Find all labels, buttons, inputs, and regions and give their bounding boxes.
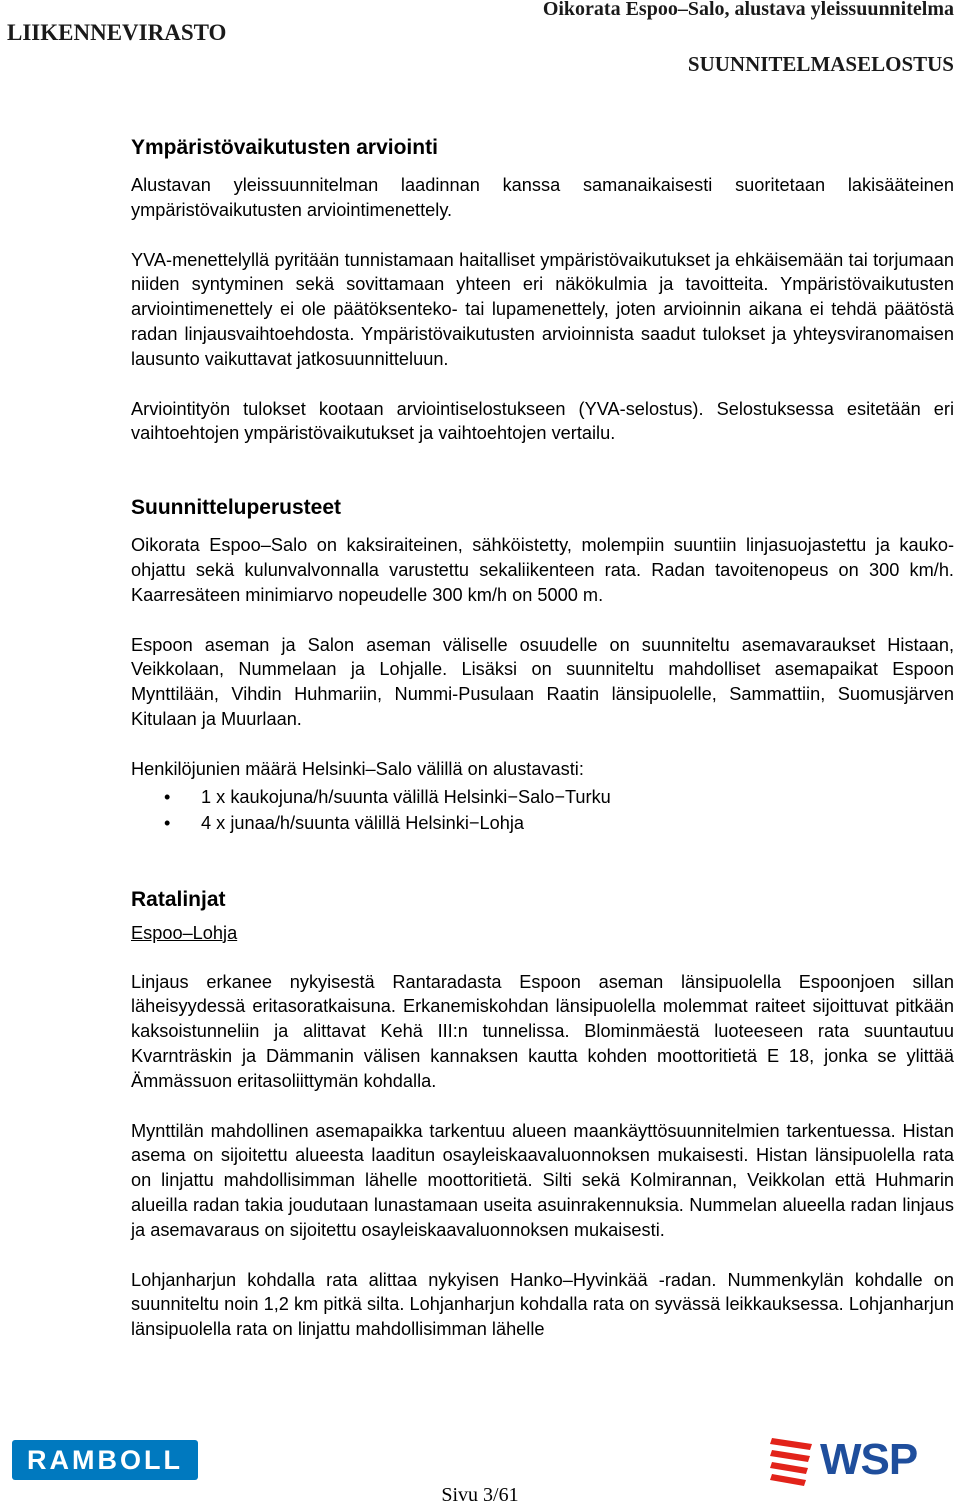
paragraph: Lohjanharjun kohdalla rata alittaa nykyisen Hanko–Hyvinkää -radan. Nummenkylän kohdalle on suunniteltu noin 1,2 km pitkä silta. Lohjanharjun kohdalla rata on syvässä leikkauksessa. Lohjanharjun länsipuolella rata on linjattu mahdollisimman lähelle bbox=[131, 1269, 954, 1340]
header-project: Oikorata Espoo–Salo, alustava yleissuunnitelma bbox=[542, 0, 954, 20]
list-item: • 4 x junaa/h/suunta välillä Helsinki−Lohja bbox=[131, 810, 954, 836]
page-content bbox=[131, 134, 954, 1342]
header-doc-type: SUUNNITELMASELOSTUS bbox=[687, 52, 954, 76]
list-item: • 1 x kaukojuna/h/suunta välillä Helsinki−Salo−Turku bbox=[131, 784, 954, 810]
paragraph: Alustavan yleissuunnitelman laadinnan kanssa samanaikaisesti suoritetaan lakisääteinen ympäristövaikutusten arviointimenettely. bbox=[131, 175, 954, 220]
section-title-perusteet: Suunnitteluperusteet bbox=[131, 496, 342, 520]
wsp-flag-icon bbox=[770, 1430, 822, 1490]
header-org: LIIKENNEVIRASTO bbox=[7, 20, 227, 45]
page-number: Sivu 3/61 bbox=[441, 1484, 519, 1506]
subsection-title: Espoo–Lohja bbox=[131, 922, 238, 943]
paragraph: Espoon aseman ja Salon aseman väliselle osuudelle on suunniteltu asemavaraukset Histaan, Veikkolaan, Nummelaan ja Lohjalle. Lisäksi on suunniteltu mahdolliset asemapaikat Espoon Mynttilään, Vihdin Huhmariin, Nummi-Pusulaan Raatin länsipuolelle, Sammattiin, Suomusjärven Kitulaan ja Muurlaan. bbox=[131, 634, 954, 729]
paragraph: YVA-menettelyllä pyritään tunnistamaan haitalliset ympäristövaikutukset ja ehkäisemään tai torjumaan niiden syntyminen sekä sovittamaan yhteen eri näkökulmia ja tavoitteita. Ympäristövaikutusten arviointimenettely ei ole päätöksenteko- tai lupamenettely, joten arvioinnin aikana ei tehdä päätöstä radan linjausvaihtoehdosta. Ympäristövaikutusten arvioinnista saadut tulokset ja yhteysviranomaisen lausunto vaikuttavat jatkosuunnitteluun. bbox=[131, 249, 954, 369]
paragraph: Arviointityön tulokset kootaan arviointiselostukseen (YVA-selostus). Selostuksessa esitetään eri vaihtoehtojen ympäristövaikutukset ja vaihtoehtojen vertailu. bbox=[131, 398, 954, 444]
ramboll-logo-text: RAMBOLL bbox=[27, 1445, 183, 1475]
paragraph: Oikorata Espoo–Salo on kaksiraiteinen, sähköistetty, molempiin suuntiin linjasuojastettu ja kauko-ohjattu sekä kulunvalvonnalla varustettu sekaliikenteen rata. Radan tavoitenopeus on 300 km/h. Kaarresäteen minimiarvo nopeudelle 300 km/h on 5000 m. bbox=[131, 535, 954, 605]
ramboll-logo bbox=[12, 1440, 198, 1480]
paragraph: Henkilöjunien määrä Helsinki–Salo välillä on alustavasti: bbox=[131, 758, 584, 779]
paragraph: Mynttilän mahdollinen asemapaikka tarkentuu alueen maankäyttösuunnitelmien tarkentuessa. Histan asema on sijoitettu alueesta laaditun osayleiskaavaluonnoksen mukaisesti. Histan länsipuolella rata on linjattu mahdollisimman lähelle moottoritietä. Silti sekä Kolmirannan, Veikkolan että Huhmarin alueilla radan takia joudutaan lunastamaan useita asuinrakennuksia. Nummelan alueella radan linjaus ja asemavaraus on sijoitettu osayleiskaavaluonnoksen mukaisesti. bbox=[131, 1120, 954, 1240]
bullet-list bbox=[131, 784, 954, 836]
section-title-ratalinjat: Ratalinjat bbox=[131, 887, 226, 911]
section-title-yva: Ympäristövaikutusten arviointi bbox=[131, 136, 438, 159]
wsp-logo bbox=[770, 1430, 935, 1490]
paragraph: Linjaus erkanee nykyisestä Rantaradasta Espoon aseman länsipuolella Espoonjoen sillan läheisyydessä eritasoratkaisuna. Erkanemiskohdan länsipuolella molemmat raiteet sijoittuvat pitkään kaksoistunneliin ja alittavat Kehä III:n tunnelissa. Blominmäestä luoteeseen rata suuntautuu Kvarnträskin ja Dämmanin välisen kannaksen kautta kohden moottoritietä E 18, jonka se ylittää Ämmässuon eritasoliittymän kohdalla. bbox=[131, 971, 954, 1091]
wsp-logo-text: WSP bbox=[820, 1435, 918, 1484]
